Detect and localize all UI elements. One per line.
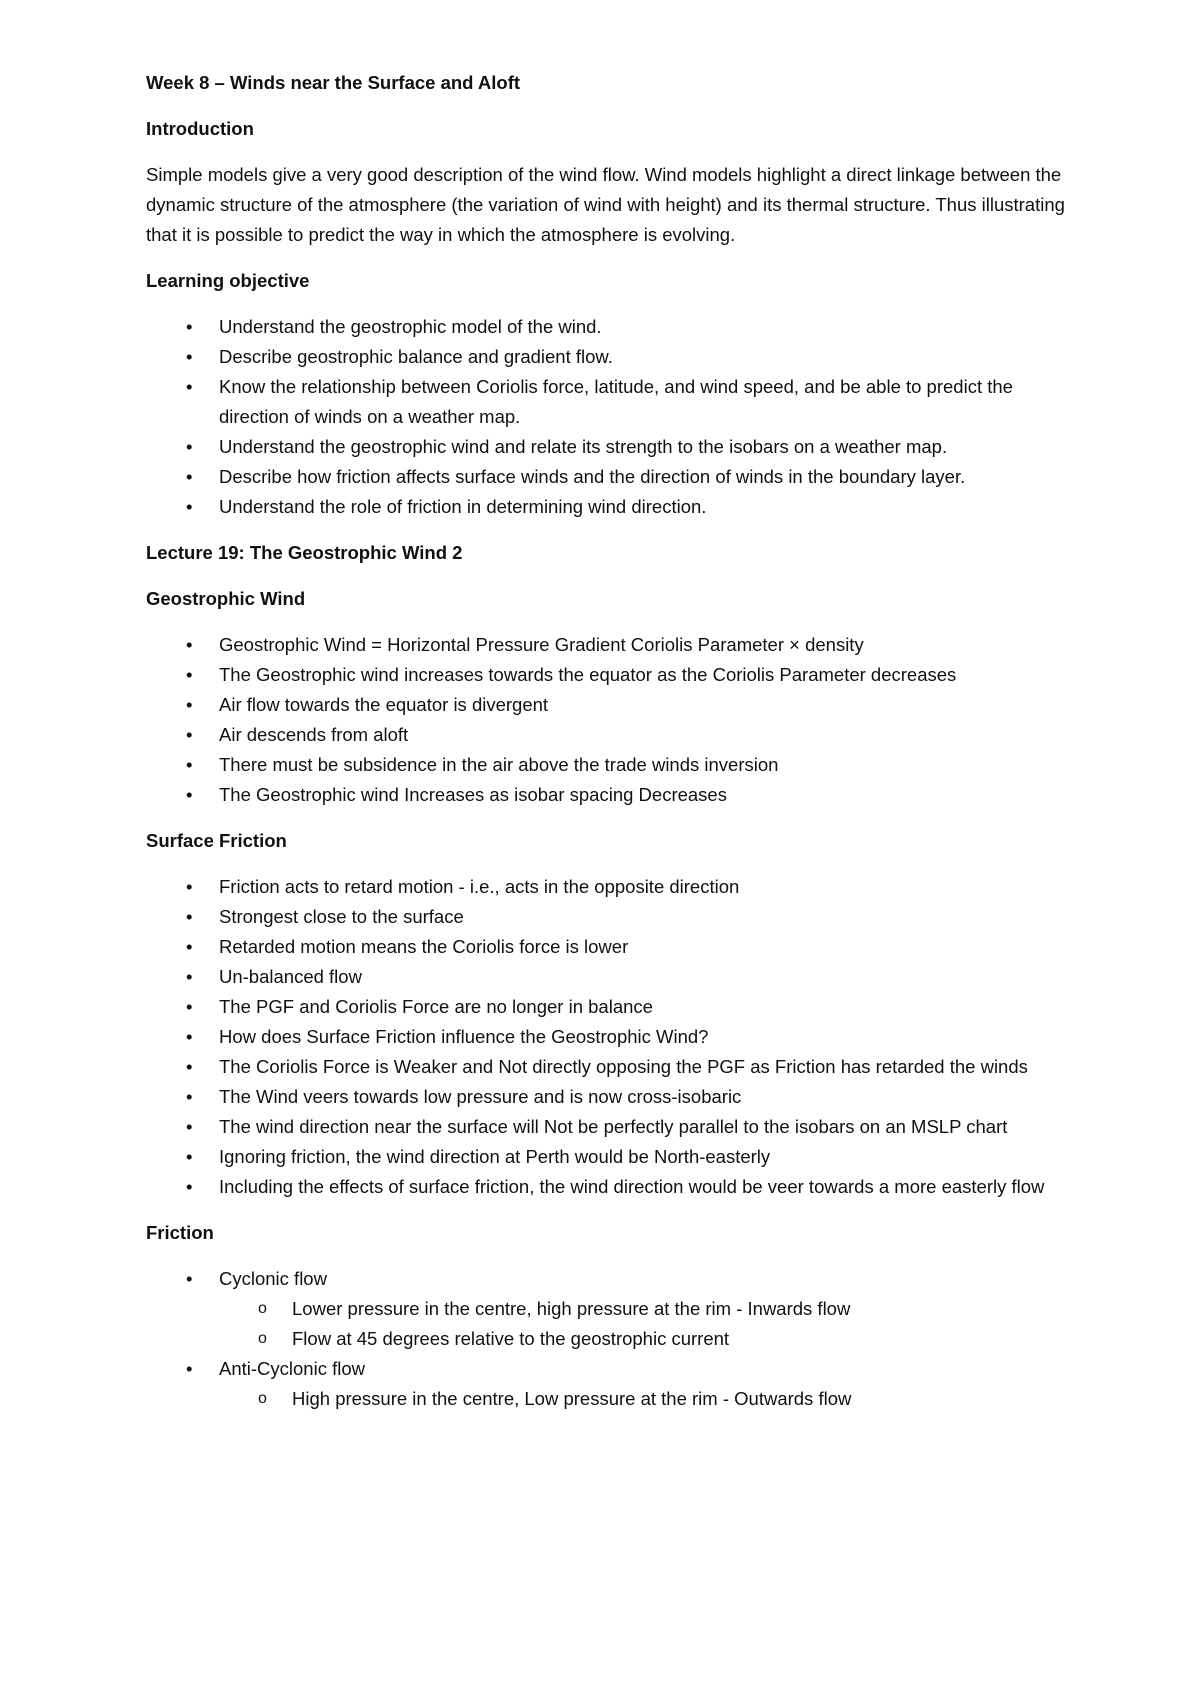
list-item [146,630,1076,660]
geostrophic-wind-heading: Geostrophic Wind [146,588,306,609]
circle-bullet-icon: o [258,1300,267,1317]
bullet-icon: • [186,1056,193,1077]
list-item [146,1082,1076,1112]
bullet-icon: • [186,1146,193,1167]
list-item-text: Ignoring friction, the wind direction at Perth would be North-easterly [219,1146,771,1167]
list-item [146,1052,1076,1082]
list-item [146,902,1076,932]
list-item [146,1112,1076,1142]
bullet-icon: • [186,966,193,987]
learning-objective-heading: Learning objective [146,270,310,291]
lecture-heading: Lecture 19: The Geostrophic Wind 2 [146,542,463,563]
list-item-text: There must be subsidence in the air above the trade winds inversion [219,754,779,775]
list-item [146,750,1076,780]
bullet-icon: • [186,436,193,457]
list-item [146,1022,1076,1052]
bullet-icon: • [186,1358,193,1379]
bullet-icon: • [186,316,193,337]
list-item-text: Describe how friction affects surface winds and the direction of winds in the boundary layer. [219,466,966,487]
friction-heading: Friction [146,1222,214,1243]
list-item-text: Understand the geostrophic model of the wind. [219,316,602,337]
bullet-icon: • [186,724,193,745]
learning-objective-list [146,312,1076,522]
list-item [146,372,1076,432]
bullet-icon: • [186,376,193,397]
bullet-icon: • [186,664,193,685]
list-item-text: How does Surface Friction influence the Geostrophic Wind? [219,1026,709,1047]
list-item-text: Cyclonic flow [219,1268,327,1289]
document-title: Week 8 – Winds near the Surface and Aloft [146,72,521,93]
list-item [146,720,1076,750]
list-item [146,1354,1076,1414]
bullet-icon: • [186,784,193,805]
list-item [146,462,1076,492]
list-item [146,872,1076,902]
list-item [146,492,1076,522]
bullet-icon: • [186,694,193,715]
bullet-icon: • [186,346,193,367]
cyclonic-sub-list [219,1294,1076,1354]
bullet-icon: • [186,466,193,487]
bullet-icon: • [186,876,193,897]
sub-list-item [219,1294,1076,1324]
bullet-icon: • [186,754,193,775]
list-item [146,962,1076,992]
list-item-text: Including the effects of surface friction, the wind direction would be veer towards a more easterly flow [219,1176,1045,1197]
list-item-text: The wind direction near the surface will Not be perfectly parallel to the isobars on an MSLP chart [219,1116,1008,1137]
list-item [146,1142,1076,1172]
sub-list-item [219,1384,1076,1414]
bullet-icon: • [186,1116,193,1137]
list-item [146,342,1076,372]
list-item [146,1264,1076,1354]
list-item [146,932,1076,962]
list-item-text: Friction acts to retard motion - i.e., acts in the opposite direction [219,876,740,897]
list-item-text: Air flow towards the equator is divergent [219,694,549,715]
bullet-icon: • [186,1268,193,1289]
list-item [146,432,1076,462]
sub-list-item [219,1324,1076,1354]
list-item-text: Geostrophic Wind = Horizontal Pressure Gradient Coriolis Parameter × density [219,634,864,655]
introduction-heading: Introduction [146,118,254,139]
list-item-text: Retarded motion means the Coriolis force is lower [219,936,629,957]
bullet-icon: • [186,906,193,927]
list-item [146,312,1076,342]
sub-list-item-text: Lower pressure in the centre, high pressure at the rim - Inwards flow [292,1298,851,1319]
list-item-text: Understand the role of friction in determining wind direction. [219,496,707,517]
friction-list [146,1264,1076,1414]
list-item-text: Strongest close to the surface [219,906,464,927]
bullet-icon: • [186,496,193,517]
list-item-text: Understand the geostrophic wind and relate its strength to the isobars on a weather map. [219,436,948,457]
list-item [146,660,1076,690]
bullet-icon: • [186,936,193,957]
introduction-paragraph: Simple models give a very good description of the wind flow. Wind models highlight a direct linkage between the dynamic structure of the atmosphere (the variation of wind with height) and its thermal structure. Thus illustrating that it is possible to predict the way in which the atmosphere is evolving. [146,164,1065,245]
list-item-text: Air descends from aloft [219,724,409,745]
list-item [146,1172,1076,1202]
list-item-text: The PGF and Coriolis Force are no longer in balance [219,996,653,1017]
list-item-text: Un-balanced flow [219,966,362,987]
list-item [146,690,1076,720]
list-item-text: The Wind veers towards low pressure and is now cross-isobaric [219,1086,742,1107]
bullet-icon: • [186,1026,193,1047]
bullet-icon: • [186,1176,193,1197]
geostrophic-wind-list [146,630,1076,810]
document-page [146,68,1076,1430]
bullet-icon: • [186,1086,193,1107]
list-item-text: The Coriolis Force is Weaker and Not directly opposing the PGF as Friction has retarded the winds [219,1056,1028,1077]
sub-list-item-text: High pressure in the centre, Low pressure at the rim - Outwards flow [292,1388,852,1409]
circle-bullet-icon: o [258,1390,267,1407]
list-item [146,992,1076,1022]
circle-bullet-icon: o [258,1330,267,1347]
list-item-text: Anti-Cyclonic flow [219,1358,365,1379]
sub-list-item-text: Flow at 45 degrees relative to the geostrophic current [292,1328,730,1349]
anticyclonic-sub-list [219,1384,1076,1414]
list-item-text: Know the relationship between Coriolis force, latitude, and wind speed, and be able to predict the direction of winds on a weather map. [219,376,1013,427]
bullet-icon: • [186,634,193,655]
surface-friction-list [146,872,1076,1202]
list-item-text: The Geostrophic wind increases towards the equator as the Coriolis Parameter decreases [219,664,957,685]
list-item [146,780,1076,810]
list-item-text: Describe geostrophic balance and gradient flow. [219,346,613,367]
bullet-icon: • [186,996,193,1017]
list-item-text: The Geostrophic wind Increases as isobar spacing Decreases [219,784,727,805]
surface-friction-heading: Surface Friction [146,830,287,851]
